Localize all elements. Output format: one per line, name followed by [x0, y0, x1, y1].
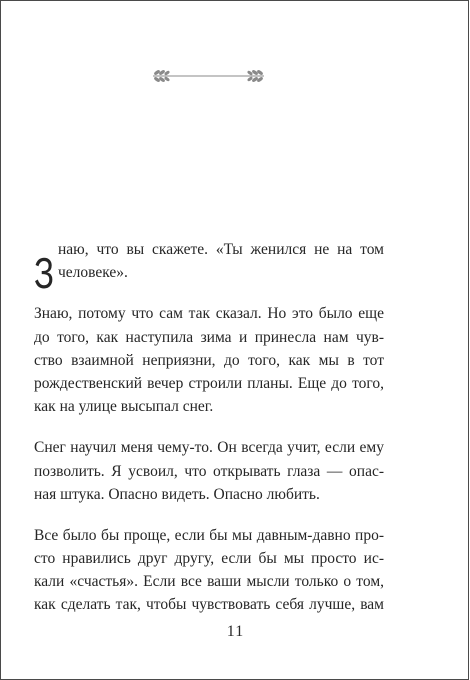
- page-number: 11: [226, 623, 245, 640]
- text-line: ная штука. Опасно видеть. Опасно любить.: [34, 485, 320, 503]
- paragraph-2: [34, 302, 384, 418]
- text-line: ство взаимной неприязни, до того, как мы в тот: [34, 351, 384, 369]
- text-line: до того, как наступила зима и принесла нам чув-: [34, 328, 384, 346]
- text-line: как на улице высыпал снег.: [34, 398, 214, 416]
- chapter-body-text: [34, 238, 384, 617]
- text-line: позволить. Я усвоил, что открывать глаза — опас-: [34, 462, 384, 480]
- paragraph-4: [34, 524, 384, 617]
- drop-cap-glyph: З: [34, 249, 54, 298]
- text-line: кали «счастья». Если все ваши мысли только о том,: [34, 573, 384, 591]
- text-line: Знаю, потому что сам так сказал. Но это было еще: [34, 305, 384, 323]
- text-line: рождественский вечер строили планы. Еще до того,: [34, 374, 384, 392]
- text-line: наю, что вы скажете. «Ты женился не на том: [58, 241, 384, 258]
- text-line: Снег научил меня чему-то. Он всегда учит, если ему: [34, 439, 384, 457]
- text-line: человеке».: [58, 264, 128, 282]
- text-line: как сделать так, чтобы чувствовать себя лучше, вам: [34, 596, 384, 614]
- text-line: Все было бы проще, если бы мы давным-давно про-: [34, 526, 384, 544]
- leaf-divider-ornament: [151, 67, 266, 85]
- paragraph-1: [34, 238, 384, 284]
- text-line: сто нравились друг другу, если бы мы просто ис-: [34, 550, 384, 568]
- paragraph-3: [34, 436, 384, 506]
